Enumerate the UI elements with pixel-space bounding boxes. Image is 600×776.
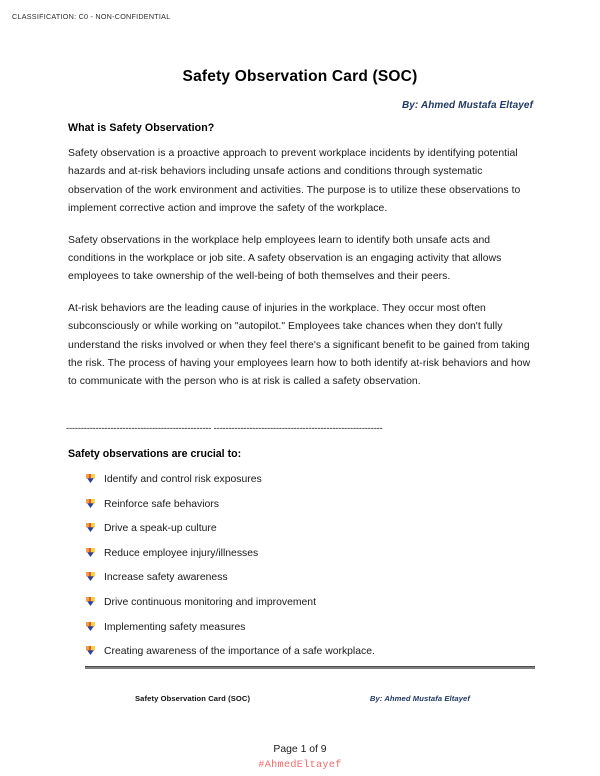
paragraph-definition: Safety observation is a proactive approach to prevent workplace incidents by identifying potential hazards and at-risk behaviors including unsafe actions and conditions through systematic observation of the work environment and activities. The purpose is to utilize these observations to implement corrective action and improve the safety of the workplace. xyxy=(68,148,521,215)
list-item-label: Drive a speak-up culture xyxy=(104,523,217,535)
list-item-label: Increase safety awareness xyxy=(104,572,228,584)
list-item-label: Reinforce safe behaviors xyxy=(104,498,219,510)
list-item xyxy=(86,497,526,522)
footer-author: By: Ahmed Mustafa Eltayef xyxy=(369,694,470,703)
four-color-arrow-bullet-icon xyxy=(86,499,95,508)
list-item-label: Drive continuous monitoring and improvement xyxy=(104,596,316,608)
footer-document-title: Safety Observation Card (SOC) xyxy=(135,694,251,703)
list-item xyxy=(86,546,526,571)
footer xyxy=(135,694,470,703)
list-item-label: Creating awareness of the importance of a safe workplace. xyxy=(104,646,375,658)
document-body xyxy=(68,122,533,392)
list-item xyxy=(86,521,526,546)
page-title: Safety Observation Card (SOC) xyxy=(182,68,418,85)
four-color-arrow-bullet-icon xyxy=(86,548,95,557)
four-color-arrow-bullet-icon xyxy=(86,523,95,532)
four-color-arrow-bullet-icon xyxy=(86,622,95,631)
list-item xyxy=(86,595,526,620)
four-color-arrow-bullet-icon xyxy=(86,572,95,581)
section-heading-what-is-safety-observation: What is Safety Observation? xyxy=(68,122,215,134)
footer-divider xyxy=(85,666,535,669)
classification-banner: CLASSIFICATION: C0 - NON-CONFIDENTIAL xyxy=(12,12,171,21)
paragraph-workplace-learning: Safety observations in the workplace help employees learn to identify both unsafe acts and conditions in the workplace or job site. A safety observation is an engaging activity that allows employees to take ownership of the well-being of both themselves and their peers. xyxy=(68,234,502,283)
paragraph-at-risk-behaviors: At-risk behaviors are the leading cause of injuries in the workplace. They occur most often subconsciously or while working on "autopilot." Employees take chances when they don't fully understand the risks involved or when they feel there's a significant benefit to be gained from taking the risk. The process of having your employees learn how to both identify at-risk behaviors and how to communicate with the person who is at risk is called a safety observation. xyxy=(68,302,531,388)
four-color-arrow-bullet-icon xyxy=(86,474,95,483)
list-item-label: Identify and control risk exposures xyxy=(104,474,262,485)
list-item xyxy=(86,472,526,497)
list-item xyxy=(86,570,526,595)
section-heading-crucial-to: Safety observations are crucial to: xyxy=(68,448,242,460)
list-item xyxy=(86,620,526,645)
four-color-arrow-bullet-icon xyxy=(86,646,95,655)
four-color-arrow-bullet-icon xyxy=(86,597,95,606)
page-number: Page 1 of 9 xyxy=(273,744,327,755)
crucial-bullet-list xyxy=(86,472,526,669)
dashed-divider: ------------------------------------------------- --------------------------------------------------------- xyxy=(66,424,383,434)
list-item-label: Implementing safety measures xyxy=(104,621,246,633)
author-byline: By: Ahmed Mustafa Eltayef xyxy=(401,100,533,111)
author-hashtag: #AhmedEltayef xyxy=(258,760,342,771)
list-item-label: Reduce employee injury/illnesses xyxy=(104,547,259,559)
